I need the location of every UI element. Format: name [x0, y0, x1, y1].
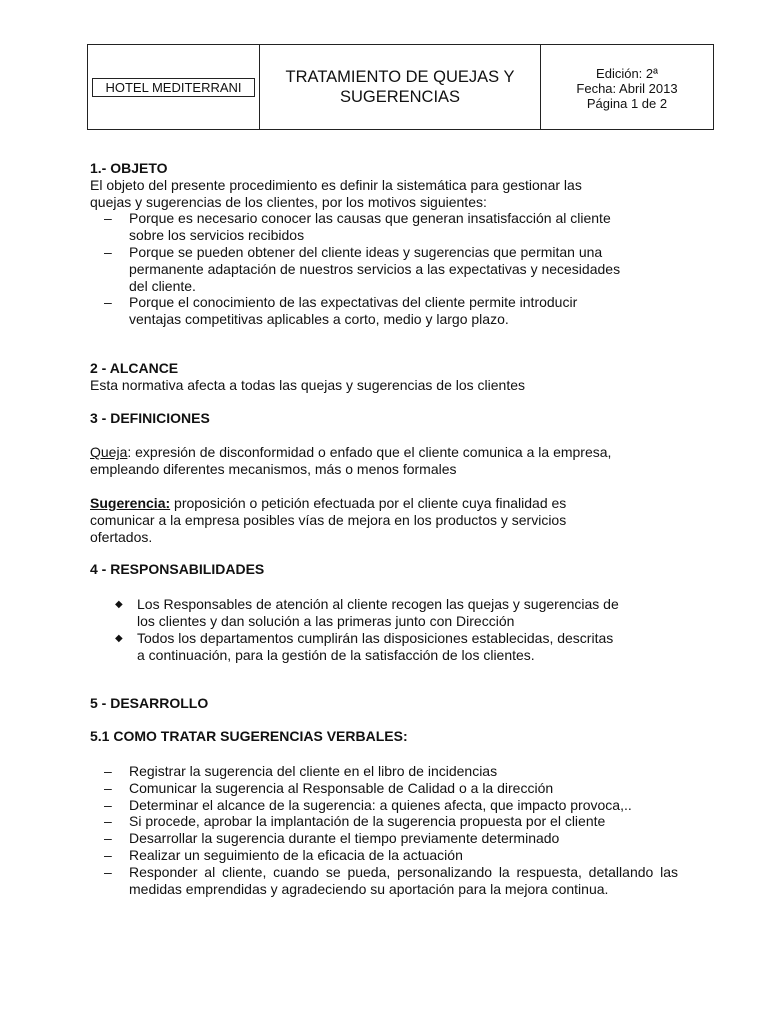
- desarrollo-list: [90, 763, 678, 897]
- definition-queja: Queja: expresión de disconformidad o enfado que el cliente comunica a la empresa, empleando diferentes mecanismos, más o menos formales: [90, 444, 612, 478]
- list-item: – Comunicar la sugerencia al Responsable de Calidad o a la dirección: [90, 780, 678, 797]
- list-item: – Si procede, aprobar la implantación de la sugerencia propuesta por el cliente: [90, 813, 678, 830]
- paragraph: El objeto del presente procedimiento es definir la sistemática para gestionar las quejas y sugerencias de los clientes, por los motivos siguientes:: [90, 176, 582, 210]
- date: Fecha: Abril 2013: [576, 81, 678, 96]
- objeto-list: [90, 210, 678, 328]
- section-title-responsabilidades: 4 - RESPONSABILIDADES: [90, 561, 265, 578]
- section-title-objeto: 1.- OBJETO: [90, 160, 168, 176]
- section-title-alcance: 2 - ALCANCE: [90, 359, 179, 376]
- edition: Edición: 2ª: [596, 66, 658, 81]
- list-item: – Registrar la sugerencia del cliente en el libro de incidencias: [90, 763, 678, 780]
- header-hotel-cell: [88, 45, 260, 129]
- list-item: – Porque se pueden obtener del cliente ideas y sugerencias que permitan una permanente adaptación de nuestros servicios a las expectativas y necesidades del cliente.: [90, 244, 678, 294]
- document-body: [90, 160, 678, 897]
- document-header: [87, 44, 714, 130]
- list-item: ◆ Todos los departamentos cumplirán las disposiciones establecidas, descritas a continuación, para la gestión de la satisfacción de los clientes.: [90, 630, 678, 664]
- subsection-title-sugerencias-verbales: 5.1 COMO TRATAR SUGERENCIAS VERBALES:: [90, 728, 408, 745]
- section-title-definiciones: 3 - DEFINICIONES: [90, 409, 210, 426]
- list-item: – Porque el conocimiento de las expectativas del cliente permite introducir ventajas competitivas aplicables a corto, medio y largo plazo.: [90, 294, 678, 328]
- document-title-line2: SUGERENCIAS: [339, 88, 461, 106]
- page-number: Página 1 de 2: [586, 96, 668, 111]
- list-item: – Determinar el alcance de la sugerencia: a quienes afecta, que impacto provoca,..: [90, 797, 678, 814]
- document-title-line1: TRATAMIENTO DE QUEJAS Y: [285, 68, 515, 86]
- list-item: ◆ Los Responsables de atención al cliente recogen las quejas y sugerencias de los clientes y dan solución a las primeras junto con Dirección: [90, 596, 678, 630]
- definition-sugerencia: Sugerencia: proposición o petición efectuada por el cliente cuya finalidad es comunicar a la empresa posibles vías de mejora en los productos y servicios ofertados.: [90, 494, 567, 545]
- list-item: – Desarrollar la sugerencia durante el tiempo previamente determinado: [90, 830, 678, 847]
- list-item: – Responder al cliente, cuando se pueda, personalizando la respuesta, detallando las medidas emprendidas y agradeciendo su aportación para la mejora continua.: [90, 864, 678, 898]
- list-item: – Realizar un seguimiento de la eficacia de la actuación: [90, 847, 678, 864]
- hotel-name: HOTEL MEDITERRANI: [92, 78, 254, 97]
- section-title-desarrollo: 5 - DESARROLLO: [90, 695, 209, 712]
- list-item: – Porque es necesario conocer las causas que generan insatisfacción al cliente sobre los servicios recibidos: [90, 210, 678, 244]
- header-meta-cell: [541, 45, 713, 129]
- responsabilidades-list: [90, 596, 678, 663]
- paragraph: Esta normativa afecta a todas las quejas y sugerencias de los clientes: [90, 376, 526, 393]
- header-title-cell: [260, 45, 541, 129]
